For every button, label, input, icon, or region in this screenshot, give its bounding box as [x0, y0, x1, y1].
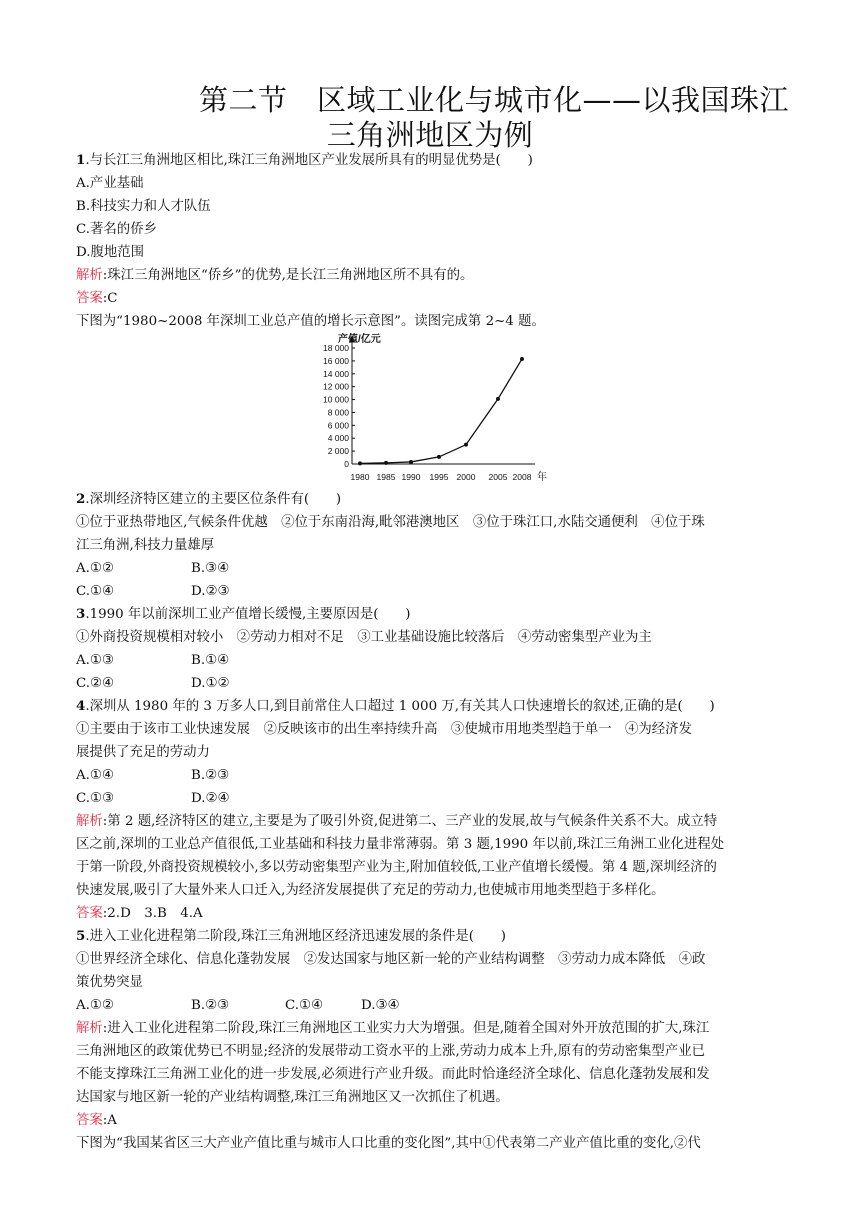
y-tick-label: 16 000 — [323, 355, 349, 366]
y-tick-label: 6 000 — [327, 420, 349, 431]
q3-options-row2: C.②④ D.①② — [76, 676, 230, 691]
q5-analysis-line1: 解析:进入工业化进程第二阶段,珠江三角洲地区工业实力大为增强。但是,随着全国对外开放范围的扩大,珠江 — [76, 1021, 710, 1036]
x-axis-title: 年 — [537, 472, 547, 483]
q2-options-row2: C.①④ D.②③ — [76, 584, 230, 599]
chart-intro: 下图为“1980~2008 年深圳工业总产值的增长示意图”。读图完成第 2~4 题。 — [76, 314, 545, 329]
x-tick-label: 1995 — [429, 472, 449, 482]
y-tick-label: 14 000 — [323, 368, 349, 379]
y-tick-label: 12 000 — [323, 381, 349, 392]
q1-answer: 答案:C — [76, 291, 118, 306]
analysis-2-4-line3: 于第一阶段,外商投资规模较小,多以劳动密集型产业为主,附加值较低,工业产值增长缓慢。第 4 题,深圳经济的 — [76, 860, 717, 875]
analysis-2-4-line2: 区之前,深圳的工业总产值很低,工业基础和科技力量非常薄弱。第 3 题,1990 年以前,珠江三角洲工业化进程处 — [76, 837, 725, 852]
q2-statements-line1: ①位于亚热带地区,气候条件优越 ②位于东南沿海,毗邻港澳地区 ③位于珠江口,水陆交通便利 ④位于珠 — [76, 515, 705, 530]
q5-statements-line2: 策优势突显 — [76, 975, 143, 990]
question-3: 3.1990 年以前深圳工业产值增长缓慢,主要原因是( ) — [76, 606, 411, 622]
q5-statements-line1: ①世界经济全球化、信息化蓬勃发展 ②发达国家与地区新一轮的产业结构调整 ③劳动力成本降低 ④政 — [76, 952, 706, 967]
q4-statements-line2: 展提供了充足的劳动力 — [76, 745, 210, 760]
q1-option-a: A.产业基础 — [76, 176, 144, 191]
answer-2-4: 答案:2.D 3.B 4.A — [76, 906, 203, 921]
chart-svg — [310, 330, 560, 490]
x-tick-label: 2000 — [456, 472, 476, 482]
y-tick-label: 2 000 — [327, 446, 349, 457]
q1-option-c: C.著名的侨乡 — [76, 222, 157, 237]
x-tick-label: 1990 — [401, 472, 421, 482]
data-line — [360, 359, 522, 463]
data-point — [437, 455, 441, 459]
question-5: 5.进入工业化进程第二阶段,珠江三角洲地区经济迅速发展的条件是( ) — [76, 928, 507, 944]
x-tick-label: 1985 — [376, 472, 396, 482]
data-point — [409, 460, 413, 464]
data-point — [520, 357, 524, 361]
line-chart — [310, 330, 560, 490]
data-point — [384, 461, 388, 465]
question-1: 1.与长江三角洲地区相比,珠江三角洲地区产业发展所具有的明显优势是( ) — [76, 152, 533, 168]
q1-option-d: D.腹地范围 — [76, 245, 145, 260]
y-tick-label: 4 000 — [327, 433, 349, 444]
x-tick-label: 1980 — [350, 472, 370, 482]
q4-statements-line1: ①主要由于该市工业快速发展 ②反映该市的出生率持续升高 ③使城市用地类型趋于单一 ④为经济发 — [76, 722, 692, 737]
x-tick-label: 2005 — [488, 472, 508, 482]
q5-answer: 答案:A — [76, 1113, 117, 1128]
q4-options-row2: C.①③ D.②④ — [76, 791, 230, 806]
x-tick-label: 2008 — [512, 472, 532, 482]
y-tick-label: 10 000 — [323, 394, 349, 405]
question-2: 2.深圳经济特区建立的主要区位条件有( ) — [76, 491, 342, 507]
y-axis-title: 产值/亿元 — [338, 334, 381, 345]
y-tick-label: 0 — [344, 459, 349, 469]
second-chart-intro: 下图为“我国某省区三大产业产值比重与城市人口比重的变化图”,其中①代表第二产业产值比重的变化,②代 — [76, 1136, 701, 1151]
data-point — [464, 443, 468, 447]
q5-analysis-line4: 达国家与地区新一轮的产业结构调整,珠江三角洲地区又一次抓住了机遇。 — [76, 1090, 509, 1105]
q4-options-row1: A.①④ B.②③ — [76, 768, 230, 783]
y-tick-label: 8 000 — [327, 407, 349, 418]
y-tick-label: 18 000 — [323, 343, 349, 353]
analysis-2-4-line4: 快速发展,吸引了大量外来人口迁入,为经济发展提供了充足的劳动力,也使城市用地类型趋于多样化。 — [76, 883, 665, 898]
q2-statements-line2: 江三角洲,科技力量雄厚 — [76, 538, 215, 553]
q1-option-b: B.科技实力和人才队伍 — [76, 199, 211, 214]
data-point — [496, 397, 500, 401]
analysis-2-4-line1: 解析:第 2 题,经济特区的建立,主要是为了吸引外资,促进第二、三产业的发展,故与气候条件关系不大。成立特 — [76, 814, 718, 829]
q3-options-row1: A.①③ B.①④ — [76, 653, 230, 668]
question-4: 4.深圳从 1980 年的 3 万多人口,到目前常住人口超过 1 000 万,有关其人口快速增长的叙述,正确的是( ) — [76, 698, 715, 714]
q2-options-row1: A.①② B.③④ — [76, 561, 230, 576]
q1-analysis: 解析:珠江三角洲地区“侨乡”的优势,是长江三角洲地区所不具有的。 — [76, 268, 474, 283]
q5-analysis-line2: 三角洲地区的政策优势已不明显;经济的发展带动工资水平的上涨,劳动力成本上升,原有的劳动密集型产业已 — [76, 1044, 705, 1059]
data-point — [358, 461, 362, 465]
q5-options: A.①② B.②③ C.①④ D.③④ — [76, 998, 400, 1013]
page-title-line2: 三角洲地区为例 — [326, 118, 534, 152]
q5-analysis-line3: 不能支撑珠江三角洲工业化的进一步发展,必须进行产业升级。而此时恰逢经济全球化、信息化蓬勃发展和发 — [76, 1067, 710, 1082]
q3-statements: ①外商投资规模相对较小 ②劳动力相对不足 ③工业基础设施比较落后 ④劳动密集型产业为主 — [76, 630, 652, 645]
page-title-line1: 第二节 区域工业化与城市化——以我国珠江 — [198, 83, 789, 117]
